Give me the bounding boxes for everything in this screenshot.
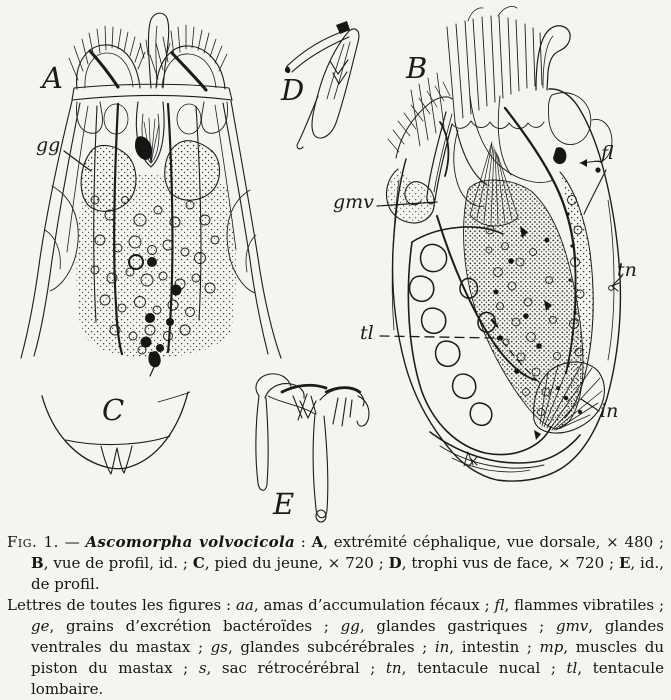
caption-text: , glandes gastriques ; — [359, 617, 556, 635]
abbr-ge: ge — [31, 617, 50, 635]
caption-text: , muscles du piston du mastax ; — [31, 638, 665, 677]
caption-text: , intestin ; — [449, 638, 540, 656]
abbr-gmv: gmv — [555, 617, 589, 635]
caption-text: , glandes ventrales du mastax ; — [31, 617, 665, 656]
caption-text: , grains d’excrétion bactéroïdes ; — [49, 617, 341, 635]
abbr-aa: aa — [235, 596, 254, 614]
figure-number: Fig. 1. — [7, 533, 59, 551]
panel-label-a: A — [42, 61, 63, 95]
caption-text: : — [294, 533, 312, 551]
panel-ref-c: C — [192, 554, 205, 572]
panel-ref-a: A — [311, 533, 324, 551]
part-label-in: in — [600, 400, 619, 422]
panel-label-d: D — [281, 73, 305, 107]
figure-caption — [0, 530, 671, 700]
panel-ref-d: D — [388, 554, 402, 572]
abbr-fl: fl — [494, 596, 505, 614]
panel-label-e: E — [273, 487, 295, 521]
caption-text: , extrémité céphalique, vue dorsale, × 480 ; — [323, 533, 664, 551]
caption-text: Lettres de toutes les figures : — [7, 596, 236, 614]
caption-text: , glandes subcérébrales ; — [227, 638, 435, 656]
part-label-gmv: gmv — [333, 191, 374, 213]
abbr-in: in — [434, 638, 450, 656]
abbr-mp: mp — [539, 638, 564, 656]
caption-text: , tentacule lombaire. — [31, 659, 664, 698]
abbr-tn: tn — [385, 659, 402, 677]
abbr-tl: tl — [566, 659, 578, 677]
panel-label-c: C — [102, 393, 125, 427]
caption-text: , amas d’accumulation fécaux ; — [253, 596, 495, 614]
tl-leader-line — [380, 336, 494, 338]
caption-text: , sac rétrocérébral ; — [206, 659, 386, 677]
caption-legend — [7, 595, 664, 700]
panel-label-b: B — [406, 51, 428, 85]
part-label-tn: tn — [617, 259, 637, 281]
abbr-gs: gs — [210, 638, 228, 656]
caption-text: , flammes vibratiles ; — [504, 596, 665, 614]
panel-ref-e: E — [618, 554, 631, 572]
species-name: Ascomorpha volvocicola — [85, 533, 295, 551]
caption-text: , tentacule nucal ; — [401, 659, 567, 677]
caption-text: — — [58, 533, 86, 551]
caption-text: , vue de profil, id. ; — [43, 554, 193, 572]
panel-ref-b: B — [31, 554, 44, 572]
part-label-gg: gg — [36, 134, 61, 156]
caption-text: , pied du jeune, × 720 ; — [204, 554, 389, 572]
part-label-tl: tl — [360, 322, 374, 344]
caption-text: , trophi vus de face, × 720 ; — [401, 554, 619, 572]
part-label-fl: fl — [601, 142, 614, 164]
caption-description — [7, 532, 664, 595]
caption-text: , id., de profil. — [31, 554, 664, 593]
fl-leader-line — [584, 170, 606, 214]
abbr-s: s — [198, 659, 207, 677]
abbr-gg: gg — [340, 617, 360, 635]
